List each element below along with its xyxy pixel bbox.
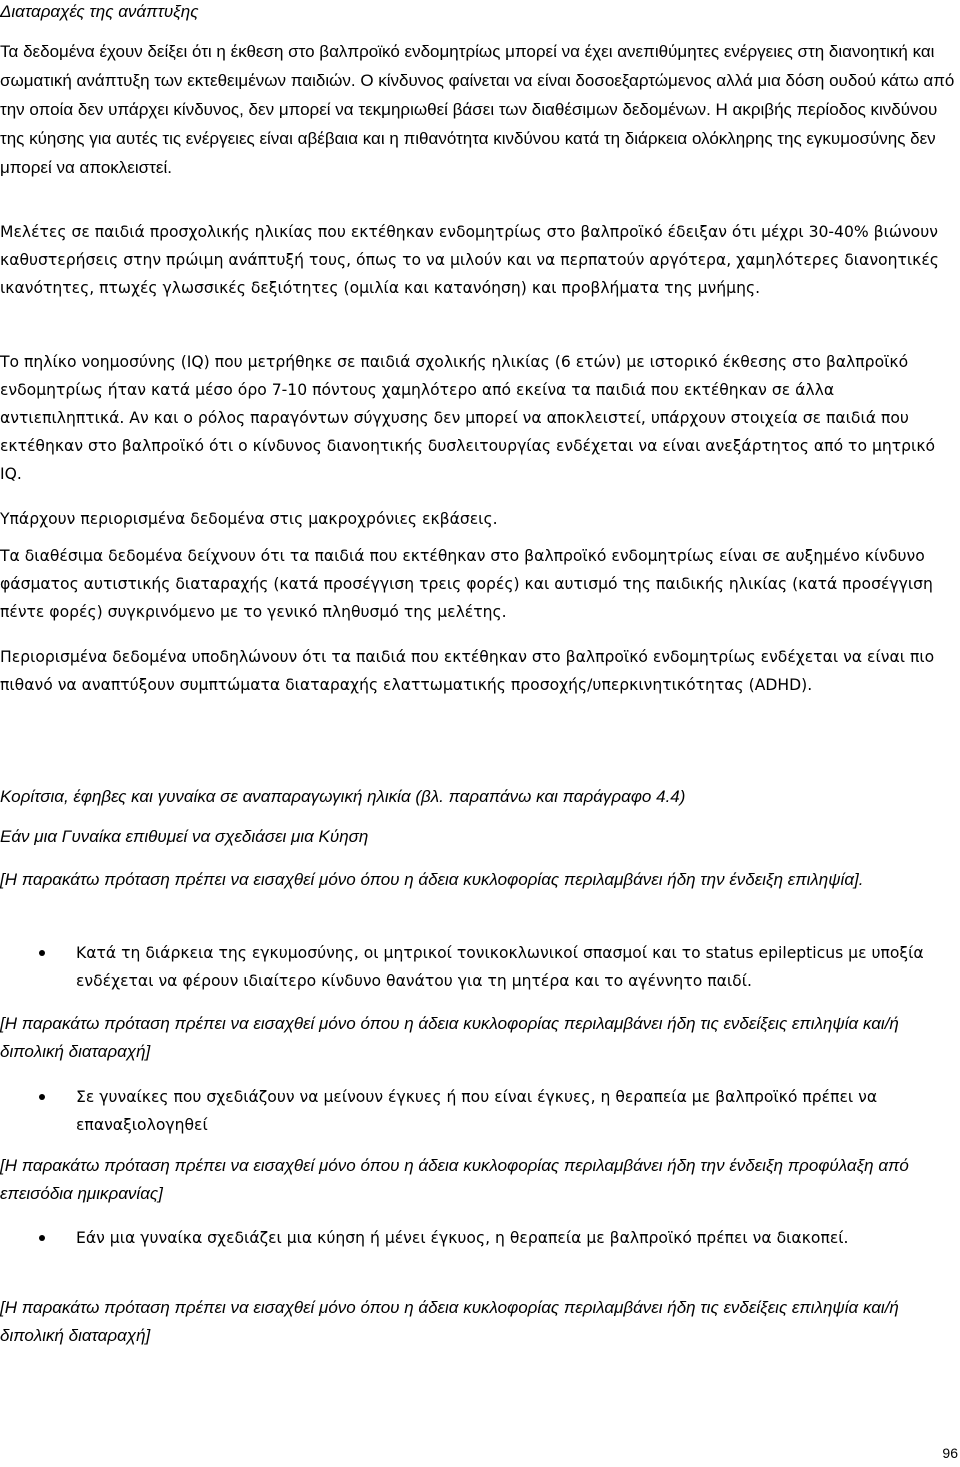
subheading-planning-pregnancy: Εάν μια Γυναίκα επιθυμεί να σχεδιάσει μια Κύηση xyxy=(0,827,369,846)
bullet-item: Κατά τη διάρκεια της εγκυμοσύνης, οι μητρικοί τονικοκλωνικοί σπασμοί και το status epilepticus με υποξία ενδέχεται να φέρουν ιδιαίτερο κίνδυνο θανάτου για τη μητέρα και το αγέννητο παιδί. xyxy=(0,939,958,995)
note-epilepsy-bipolar-indication: [Η παρακάτω πρόταση πρέπει να εισαχθεί μόνο όπου η άδεια κυκλοφορίας περιλαμβάνει ήδη τις ενδείξεις επιληψία και/ή διπολική διαταραχή] xyxy=(0,1298,899,1345)
paragraph-autism: Τα διαθέσιμα δεδομένα δείχνουν ότι τα παιδιά που εκτέθηκαν στο βαλπροϊκό ενδομητρίως είναι σε αυξημένο κίνδυνο φάσματος αυτιστικής διαταραχής (κατά προσέγγιση τρεις φορές) και αυτισμό της παιδικής ηλικίας (κατά προσέγγιση πέντε φορές) συγκρινόμενο με το γενικό πληθυσμό της μελέτης. xyxy=(0,547,933,621)
bullet-item: Εάν μια γυναίκα σχεδιάζει μια κύηση ή μένει έγκυος, η θεραπεία με βαλπροϊκό πρέπει να διακοπεί. xyxy=(0,1224,958,1252)
page-number: 96 xyxy=(942,1445,958,1461)
note-epilepsy-bipolar-indication: [Η παρακάτω πρόταση πρέπει να εισαχθεί μόνο όπου η άδεια κυκλοφορίας περιλαμβάνει ήδη τις ενδείξεις επιληψία και/ή διπολική διαταραχή] xyxy=(0,1014,899,1061)
note-migraine-indication: [Η παρακάτω πρόταση πρέπει να εισαχθεί μόνο όπου η άδεια κυκλοφορίας περιλαμβάνει ήδη την ένδειξη προφύλαξη από επεισόδια ημικρανίας] xyxy=(0,1156,909,1203)
bullet-item: Σε γυναίκες που σχεδιάζουν να μείνουν έγκυες ή που είναι έγκυες, η θεραπεία με βαλπροϊκό πρέπει να επαναξιολογηθεί xyxy=(0,1083,958,1139)
paragraph-long-term: Υπάρχουν περιορισμένα δεδομένα στις μακροχρόνιες εκβάσεις. xyxy=(0,510,498,528)
paragraph-developmental-risk: Τα δεδομένα έχουν δείξει ότι η έκθεση στο βαλπροϊκό ενδομητρίως μπορεί να έχει ανεπιθύμητες ενέργειες στη διανοητική και σωματική ανάπτυξη των εκτεθειμένων παιδιών. Ο κίνδυνος φαίνεται να είναι δοσοεξαρτώμενος αλλά μια δόση ουδού κάτω από την οποία δεν υπάρχει κίνδυνος, δεν μπορεί να τεκμηριωθεί βάσει των διαθέσιμων δεδομένων. Η ακριβής περίοδος κινδύνου της κύησης για αυτές τις ενέργειες είναι αβέβαια και η πιθανότητα κινδύνου κατά τη διάρκεια ολόκληρης της εγκυμοσύνης δεν μπορεί να αποκλειστεί. xyxy=(0,42,955,177)
subheading-girls-women: Κορίτσια, έφηβες και γυναίκα σε αναπαραγωγική ηλικία (βλ. παραπάνω και παράγραφο 4.4) xyxy=(0,787,686,806)
paragraph-preschool-studies: Μελέτες σε παιδιά προσχολικής ηλικίας που εκτέθηκαν ενδομητρίως στο βαλπροϊκό έδειξαν ότι μέχρι 30-40% βιώνουν καθυστερήσεις στην πρώιμη ανάπτυξή τους, όπως το να μιλούν και να περπατούν αργότερα, χαμηλότερες διανοητικές ικανότητες, πτωχές γλωσσικές δεξιότητες (ομιλία και κατανόηση) και προβλήματα της μνήμης. xyxy=(0,223,939,297)
paragraph-iq: Το πηλίκο νοημοσύνης (IQ) που μετρήθηκε σε παιδιά σχολικής ηλικίας (6 ετών) με ιστορικό έκθεσης στο βαλπροϊκό ενδομητρίως ήταν κατά μέσο όρο 7-10 πόντους χαμηλότερο από εκείνα τα παιδιά που εκτέθηκαν σε άλλα αντιεπιληπτικά. Αν και ο ρόλος παραγόντων σύγχυσης δεν μπορεί να αποκλειστεί, υπάρχουν στοιχεία σε παιδιά που εκτέθηκαν στο βαλπροϊκό ότι ο κίνδυνος διανοητικής δυσλειτουργίας ενδέχεται να είναι ανεξάρτητος από το μητρικό IQ. xyxy=(0,353,936,483)
paragraph-adhd: Περιορισμένα δεδομένα υποδηλώνουν ότι τα παιδιά που εκτέθηκαν στο βαλπροϊκό ενδομητρίως ενδέχεται να είναι πιο πιθανό να αναπτύξουν συμπτώματα διαταραχής ελαττωματικής προσοχής/υπερκινητικότητας (ADHD). xyxy=(0,648,935,694)
note-epilepsy-indication: [Η παρακάτω πρόταση πρέπει να εισαχθεί μόνο όπου η άδεια κυκλοφορίας περιλαμβάνει ήδη την ένδειξη επιληψία]. xyxy=(0,870,864,889)
section-heading: Διαταραχές της ανάπτυξης xyxy=(0,2,199,21)
